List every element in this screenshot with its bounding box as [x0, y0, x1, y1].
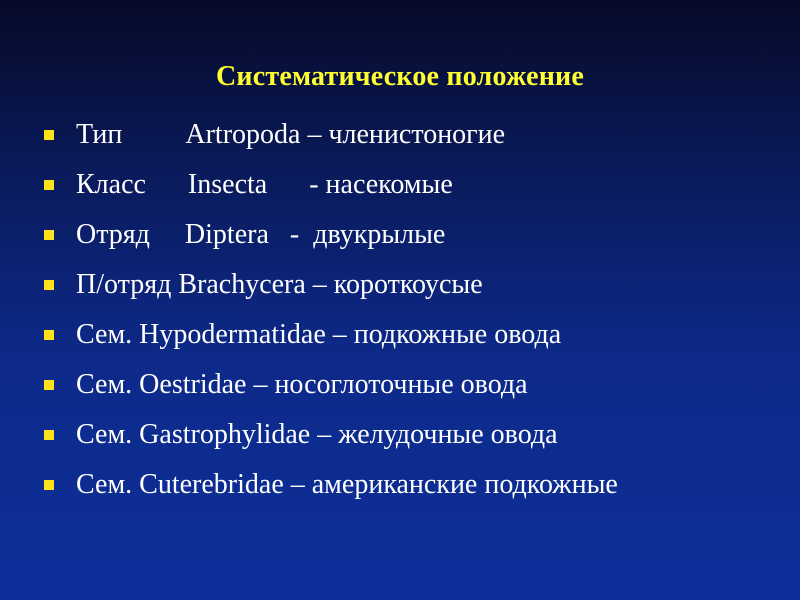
- taxonomy-list: [44, 110, 618, 510]
- slide-title: Систематическое положение: [215, 61, 584, 92]
- square-bullet-icon: [44, 280, 54, 290]
- list-item-family-cuterebridae: [44, 460, 618, 510]
- list-item-text: Сем. Gastrophylidae – желудочные овода: [76, 419, 558, 450]
- list-item-text: Тип Artropoda – членистоногие: [76, 119, 506, 150]
- list-item-text: Класс Insecta - насекомые: [76, 169, 453, 200]
- square-bullet-icon: [44, 380, 54, 390]
- list-item-text: П/отряд Brachycera – короткоусые: [76, 269, 483, 300]
- square-bullet-icon: [44, 480, 54, 490]
- list-item-text: Сем. Cuterebridae – американские подкожные: [76, 469, 618, 500]
- list-item-text: Сем. Hypodermatidae – подкожные овода: [76, 319, 562, 350]
- list-item-order: [44, 210, 618, 260]
- list-item-class: [44, 160, 618, 210]
- list-item-type: [44, 110, 618, 160]
- list-item-text: Отряд Diptera - двукрылые: [76, 219, 446, 250]
- list-item-text: Сем. Oestridae – носоглоточные овода: [76, 369, 528, 400]
- list-item-family-hypodermatidae: [44, 310, 618, 360]
- list-item-family-gastrophylidae: [44, 410, 618, 460]
- square-bullet-icon: [44, 230, 54, 240]
- square-bullet-icon: [44, 430, 54, 440]
- square-bullet-icon: [44, 130, 54, 140]
- list-item-family-oestridae: [44, 360, 618, 410]
- square-bullet-icon: [44, 330, 54, 340]
- list-item-suborder: [44, 260, 618, 310]
- square-bullet-icon: [44, 180, 54, 190]
